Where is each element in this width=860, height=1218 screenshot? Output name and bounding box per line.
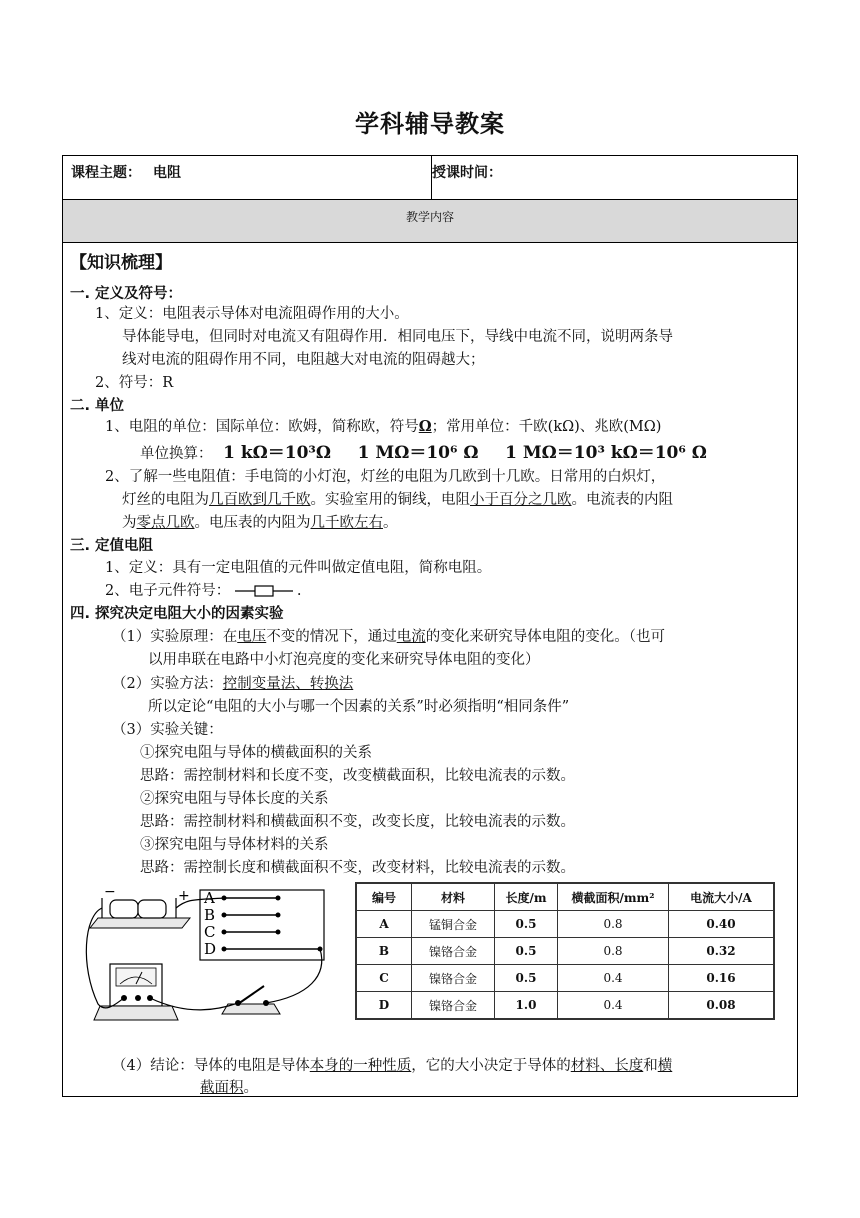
s4-p4a: （4）结论：导体的电阻是导体	[112, 1058, 310, 1074]
s2-conversion	[140, 438, 707, 463]
cell-current: 0.16	[669, 965, 775, 992]
cell-length: 0.5	[495, 938, 558, 965]
s4-p1b: 电压	[237, 629, 267, 645]
conv-3: 1 MΩ＝10³ kΩ＝10⁶ Ω	[505, 443, 707, 463]
cell-area: 0.8	[558, 911, 669, 938]
s4-p1d: 电流	[396, 629, 426, 645]
s2-l3e: 。电流表的内阻	[571, 492, 673, 508]
conv-2: 1 MΩ＝10⁶ Ω	[357, 443, 479, 463]
s4-p4	[112, 1054, 672, 1075]
col-header-current: 电流大小/A	[669, 883, 775, 911]
cell-current: 0.40	[669, 911, 775, 938]
table-row	[356, 992, 774, 1020]
s4-p2b: 控制变量法、转换法	[222, 676, 354, 692]
table-row	[356, 938, 774, 965]
col-header-length: 长度/m	[495, 883, 558, 911]
s4-key2: ②探究电阻与导体长度的关系	[140, 791, 329, 807]
s3-line2	[105, 579, 301, 600]
section-1-title: 一. 定义及符号：	[70, 286, 183, 302]
s4-key1-idea: 思路：需控制材料和长度不变，改变横截面积，比较电流表的示数。	[140, 768, 575, 784]
s4-p1c: 不变的情况下，通过	[266, 629, 397, 645]
s4-p4c: ，它的大小决定于导体的	[411, 1058, 571, 1074]
s2-l3d: 小于百分之几欧	[470, 492, 572, 508]
s4-p4d: 材料、长度	[570, 1058, 644, 1074]
s1-line1: 1、定义：电阻表示导体对电流阻碍作用的大小。	[95, 306, 409, 322]
section-heading: 【知识梳理】	[70, 253, 172, 273]
s4-key1: ①探究电阻与导体的横截面积的关系	[140, 745, 372, 761]
wire-label-a: A	[204, 889, 215, 907]
s2-l4d: 几千欧左右	[310, 515, 383, 531]
col-header-material: 材料	[412, 883, 495, 911]
cell-material: 镍铬合金	[412, 938, 495, 965]
col-header-id: 编号	[356, 883, 412, 911]
section-2-title: 二. 单位	[70, 398, 125, 414]
s4-p3: （3）实验关键：	[112, 722, 223, 738]
s2-l1a: 1、电阻的单位：国际单位：欧姆，简称欧，符号	[105, 419, 419, 435]
ohm-symbol: Ω	[418, 418, 432, 435]
s4-p4-cont	[200, 1076, 258, 1097]
cell-area: 0.4	[558, 965, 669, 992]
cell-id: A	[356, 911, 412, 938]
s2-l4a: 为	[122, 515, 137, 531]
teaching-content-band: 教学内容	[63, 200, 797, 243]
table-row	[356, 965, 774, 992]
s3-l2: 2、电子元件符号：	[105, 583, 231, 599]
s2-line3	[122, 488, 673, 509]
topic-value: 电阻	[153, 165, 181, 181]
s4-p1-cont: 以用串联在电路中小灯泡亮度的变化来研究导体电阻的变化）	[148, 652, 540, 668]
resistor-symbol-icon	[235, 583, 297, 599]
s4-p2-cont: 所以定论“电阻的大小与哪一个因素的关系”时必须指明“相同条件”	[148, 699, 570, 715]
s2-line1	[105, 415, 661, 436]
s4-p1a: （1）实验原理：在	[112, 629, 238, 645]
wire-label-c: C	[204, 923, 216, 941]
table-header-row	[356, 883, 774, 911]
time-cell	[424, 156, 502, 199]
section-4-title: 四. 探究决定电阻大小的因素实验	[70, 606, 284, 622]
s4-p2	[112, 672, 353, 693]
s4-p4h: 。	[243, 1080, 258, 1096]
topic-cell	[63, 156, 432, 199]
wire-label-d: D	[204, 940, 217, 958]
document-title: 学科辅导教案	[355, 110, 505, 138]
s2-l3c: 。实验室用的铜线，电阻	[310, 492, 470, 508]
s1-line3: 线对电流的阻碍作用不同，电阻越大对电流的阻碍越大；	[122, 352, 485, 368]
s2-line2: 2、了解一些电阻值：手电筒的小灯泡，灯丝的电阻为几欧到十几欧。日常用的白炽灯，	[105, 469, 666, 485]
s4-p1	[112, 625, 665, 646]
cell-length: 0.5	[495, 965, 558, 992]
s2-l3a: 灯丝的电阻为	[122, 492, 209, 508]
cell-material: 锰铜合金	[412, 911, 495, 938]
conv-1: 1 kΩ＝10³Ω	[223, 443, 332, 463]
cell-current: 0.08	[669, 992, 775, 1020]
s4-p4f: 横	[657, 1058, 673, 1074]
topic-label: 课程主题：	[71, 165, 141, 181]
s4-p1e: 的变化来研究导体电阻的变化。（也可	[425, 629, 665, 645]
col-header-area: 横截面积/mm²	[558, 883, 669, 911]
s4-p4e: 和	[643, 1058, 658, 1074]
cell-area: 0.8	[558, 938, 669, 965]
cell-current: 0.32	[669, 938, 775, 965]
s4-key2-idea: 思路：需控制材料和横截面积不变，改变长度，比较电流表的示数。	[140, 814, 575, 830]
s4-key3: ③探究电阻与导体材料的关系	[140, 837, 329, 853]
cell-area: 0.4	[558, 992, 669, 1020]
table-row	[356, 911, 774, 938]
section-3-title: 三. 定值电阻	[70, 538, 154, 554]
cell-id: D	[356, 992, 412, 1020]
battery-minus: −	[104, 886, 116, 900]
s2-line4	[122, 511, 398, 532]
s4-key3-idea: 思路：需控制长度和横截面积不变，改变材料，比较电流表的示数。	[140, 860, 575, 876]
s2-l4e: 。	[383, 515, 398, 531]
cell-id: C	[356, 965, 412, 992]
s2-l4c: 。电压表的内阻为	[194, 515, 311, 531]
s3-l2-end: .	[296, 583, 302, 599]
wire-label-b: B	[204, 906, 216, 924]
cell-id: B	[356, 938, 412, 965]
s3-line1: 1、定义：具有一定电阻值的元件叫做定值电阻，简称电阻。	[105, 560, 492, 576]
s2-l1c: ；常用单位：千欧(kΩ)、兆欧(MΩ)	[431, 419, 662, 435]
s1-line4: 2、符号：R	[95, 375, 174, 391]
conv-label: 单位换算：	[140, 446, 213, 462]
s4-p4g: 截面积	[200, 1080, 244, 1096]
cell-length: 0.5	[495, 911, 558, 938]
time-label: 授课时间：	[432, 165, 502, 181]
s1-line2: 导体能导电，但同时对电流又有阻碍作用．相同电压下，导线中电流不同，说明两条导	[122, 329, 673, 345]
cell-length: 1.0	[495, 992, 558, 1020]
experiment-circuit-figure	[78, 886, 348, 1028]
experiment-data-table	[355, 882, 775, 1020]
s4-p2a: （2）实验方法：	[112, 676, 223, 692]
battery-plus: +	[178, 888, 190, 904]
s2-l3b: 几百欧到几千欧	[209, 492, 311, 508]
cell-material: 镍铬合金	[412, 992, 495, 1020]
s4-p4b: 本身的一种性质	[309, 1058, 412, 1074]
cell-material: 镍铬合金	[412, 965, 495, 992]
s2-l4b: 零点几欧	[136, 515, 195, 531]
header-row	[63, 156, 797, 200]
